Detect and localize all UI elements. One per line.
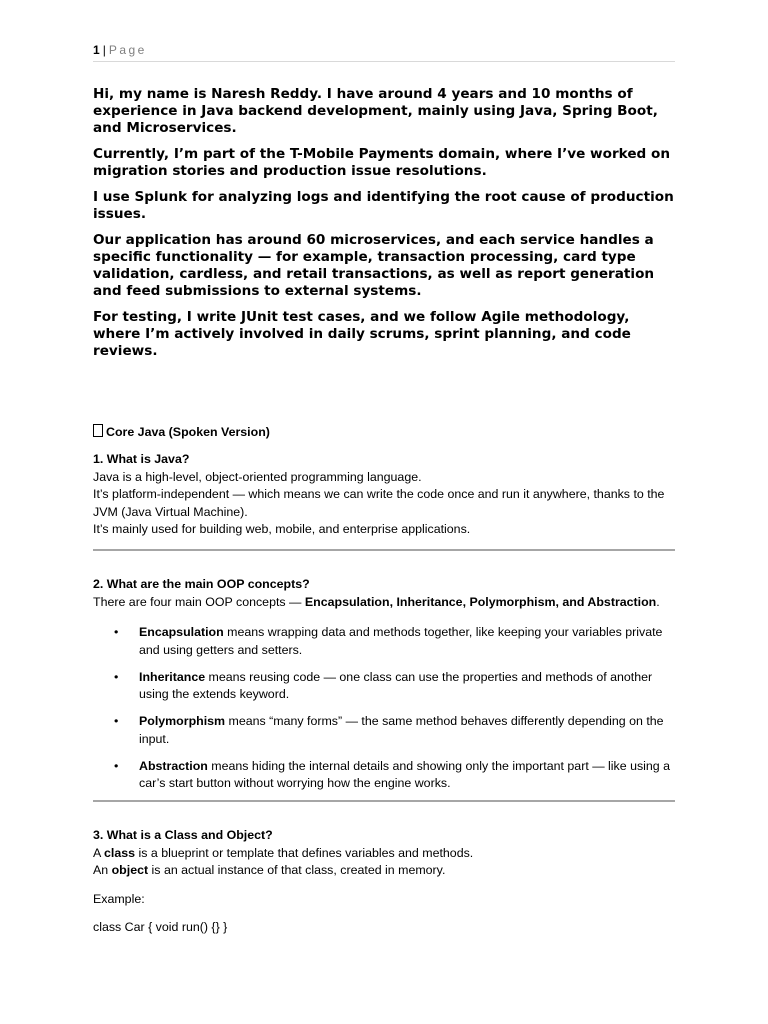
answer-text: There are four main OOP concepts — (93, 594, 305, 609)
bullet-icon: • (114, 669, 119, 684)
concept-description: means hiding the internal details and showing only the important part — like using a car’s start button without worrying how the engine works. (139, 758, 671, 790)
page-header (93, 43, 675, 62)
missing-glyph-icon (93, 424, 103, 437)
intro-paragraph: Our application has around 60 microservices, and each service handles a specific functionality — for example, transaction processing, card type validation, cardless, and retail transactions, as well as report generation and feed submissions to external systems. (93, 232, 655, 299)
answer-text: is an actual instance of that class, created in memory. (148, 863, 446, 877)
concept-term: Abstraction (139, 758, 208, 773)
answer-bold-text: Encapsulation, Inheritance, Polymorphism, and Abstraction (304, 594, 657, 609)
code-example: class Car { void run() {} } (93, 920, 228, 934)
list-item (93, 624, 675, 659)
page-separator: | (102, 43, 106, 57)
question-2 (93, 576, 675, 802)
question-1 (93, 451, 675, 539)
answer-bold-text: class (104, 845, 136, 860)
answer-line: It’s mainly used for building web, mobile, and enterprise applications. (93, 522, 471, 536)
bullet-icon: • (114, 758, 119, 773)
question-title: 1. What is Java? (93, 452, 190, 466)
list-item (93, 758, 675, 793)
concept-term: Polymorphism (139, 714, 226, 728)
question-3 (93, 827, 675, 937)
answer-text: An (93, 863, 112, 877)
section-heading-text: Core Java (Spoken Version) (106, 425, 270, 439)
answer-text: is a blueprint or template that defines variables and methods. (135, 845, 474, 860)
question-title: 3. What is a Class and Object? (93, 828, 273, 842)
list-item (93, 669, 675, 704)
bullet-icon: • (114, 625, 119, 639)
answer-line: Java is a high-level, object-oriented programming language. (93, 469, 422, 484)
page-label: Page (108, 43, 147, 57)
intro-section (93, 86, 675, 369)
concept-description: means “many forms” — the same method behaves differently depending on the input. (139, 714, 664, 746)
intro-paragraph: For testing, I write JUnit test cases, and we follow Agile methodology, where I’m actively involved in daily scrums, sprint planning, and code reviews. (93, 309, 631, 359)
answer-line (93, 862, 675, 880)
concept-description: means reusing code — one class can use the properties and methods of another using the extends keyword. (139, 669, 653, 701)
concept-term: Encapsulation (139, 625, 224, 639)
answer-bold-text: object (111, 863, 149, 877)
horizontal-rule (93, 549, 675, 551)
example-label: Example: (93, 891, 145, 906)
horizontal-rule (93, 800, 675, 802)
section-heading (93, 424, 270, 439)
concept-term: Inheritance (139, 669, 206, 684)
answer-text: . (656, 594, 660, 609)
answer-text: A (93, 845, 105, 860)
concept-description: means wrapping data and methods together, like keeping your variables private and using getters and setters. (139, 625, 663, 657)
page-number: 1 (93, 43, 100, 57)
answer-line: It’s platform-independent — which means we can write the code once and run it anywhere, thanks to the JVM (Java Virtual Machine). (93, 487, 665, 519)
intro-paragraph: I use Splunk for analyzing logs and identifying the root cause of production issues. (93, 189, 674, 222)
intro-paragraph: Currently, I’m part of the T-Mobile Payments domain, where I’ve worked on migration stories and production issue resolutions. (93, 146, 671, 179)
bullet-icon: • (114, 714, 119, 728)
answer-line (93, 845, 675, 863)
oop-concepts-list (93, 624, 675, 793)
list-item (93, 713, 675, 748)
intro-paragraph: Hi, my name is Naresh Reddy. I have around 4 years and 10 months of experience in Java backend development, mainly using Java, Spring Boot, and Microservices. (93, 86, 658, 136)
answer-line (93, 594, 675, 612)
question-title: 2. What are the main OOP concepts? (93, 577, 310, 591)
